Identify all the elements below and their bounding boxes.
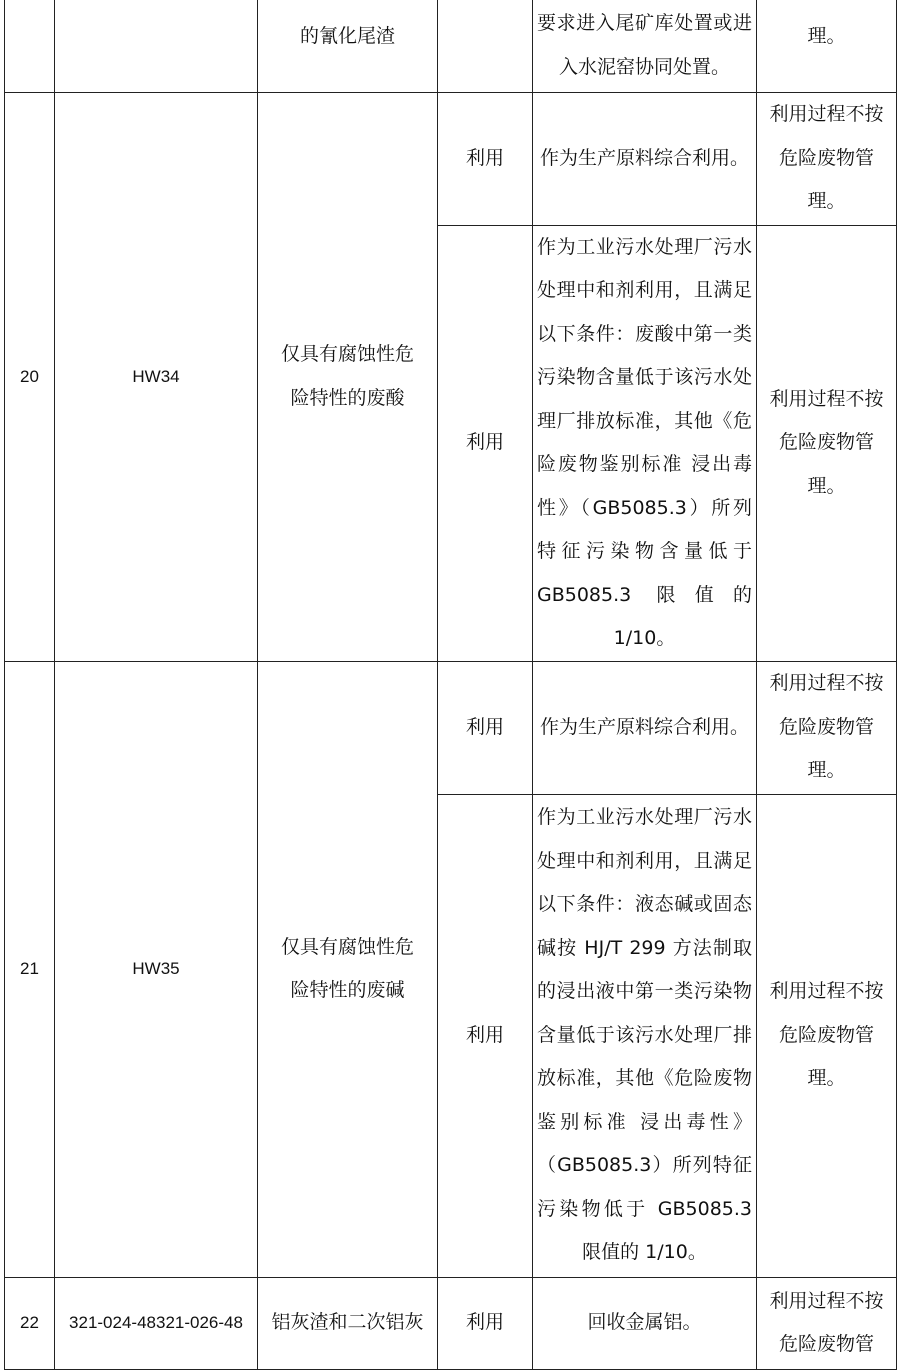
waste-exemption-table — [4, 0, 897, 1370]
table-row — [5, 661, 897, 794]
table-row — [5, 0, 897, 92]
row-number — [5, 0, 55, 92]
utilization-mode — [438, 0, 533, 92]
exemption-note: 利用过程不按危险废物管 — [757, 1277, 897, 1369]
table-row — [5, 1277, 897, 1369]
waste-name: 铝灰渣和二次铝灰 — [258, 1277, 438, 1369]
waste-name: 仅具有腐蚀性危险特性的废碱 — [258, 661, 438, 1277]
exemption-note: 利用过程不按危险废物管理。 — [757, 661, 897, 794]
row-number: 20 — [5, 92, 55, 661]
utilization-mode: 利用 — [438, 661, 533, 794]
exemption-condition: 作为生产原料综合利用。 — [533, 661, 757, 794]
exemption-condition: 要求进入尾矿库处置或进入水泥窑协同处置。 — [533, 0, 757, 92]
exemption-condition: 作为工业污水处理厂污水处理中和剂利用，且满足以下条件：液态碱或固态碱按 HJ/T 299 方法制取的浸出液中第一类污染物含量低于该污水处理厂排放标准，其他《危险废物鉴别标准 浸出毒性》（GB5085.3）所列特征污染物低于 GB5085.3 限值的 1/10。 — [533, 794, 757, 1277]
utilization-mode: 利用 — [438, 1277, 533, 1369]
exemption-condition: 回收金属铝。 — [533, 1277, 757, 1369]
row-number: 21 — [5, 661, 55, 1277]
exemption-note: 利用过程不按危险废物管理。 — [757, 92, 897, 225]
row-number: 22 — [5, 1277, 55, 1369]
waste-code: 321-024-48321-026-48 — [55, 1277, 258, 1369]
waste-code — [55, 0, 258, 92]
table-row — [5, 92, 897, 225]
utilization-mode: 利用 — [438, 225, 533, 661]
waste-name: 的氰化尾渣 — [258, 0, 438, 92]
waste-code: HW35 — [55, 661, 258, 1277]
exemption-note: 利用过程不按危险废物管理。 — [757, 225, 897, 661]
utilization-mode: 利用 — [438, 794, 533, 1277]
waste-code: HW34 — [55, 92, 258, 661]
exemption-note: 理。 — [757, 0, 897, 92]
exemption-note: 利用过程不按危险废物管理。 — [757, 794, 897, 1277]
exemption-condition: 作为工业污水处理厂污水处理中和剂利用，且满足以下条件：废酸中第一类污染物含量低于该污水处理厂排放标准，其他《危险废物鉴别标准 浸出毒性》（GB5085.3）所列特征污染物含量低于GB5085.3 限值的 1/10。 — [533, 225, 757, 661]
waste-name: 仅具有腐蚀性危险特性的废酸 — [258, 92, 438, 661]
exemption-condition: 作为生产原料综合利用。 — [533, 92, 757, 225]
utilization-mode: 利用 — [438, 92, 533, 225]
